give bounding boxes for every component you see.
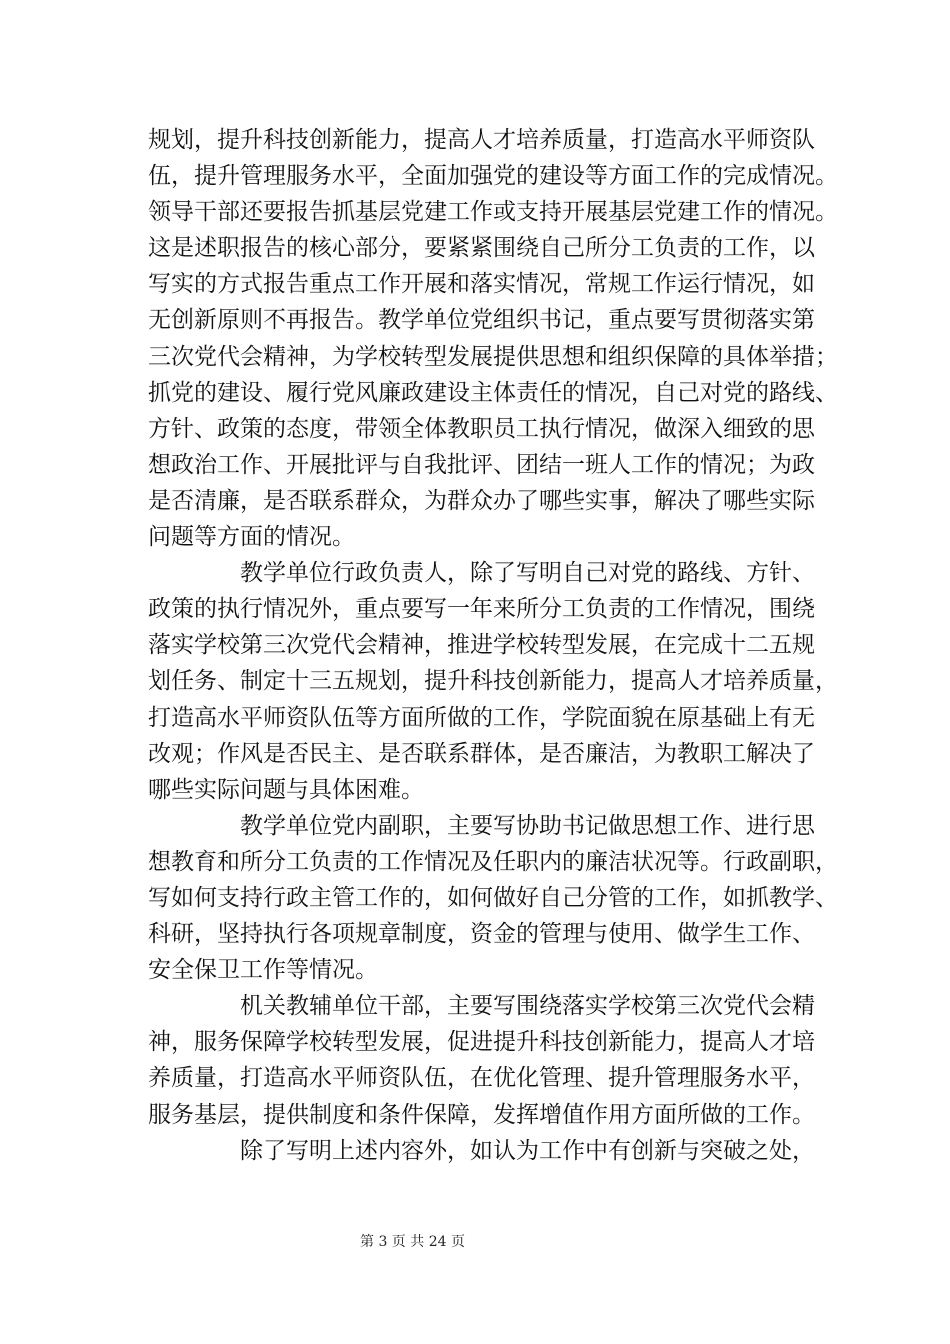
text-line: 伍，提升管理服务水平，全面加强党的建设等方面工作的完成情况。 <box>148 163 838 190</box>
text-line: 抓党的建设、履行党风廉政建设主体责任的情况，自己对党的路线、 <box>148 379 838 406</box>
text-line: 领导干部还要报告抓基层党建工作或支持开展基层党建工作的情况。 <box>148 199 838 226</box>
paragraph-start-line: 教学单位党内副职，主要写协助书记做思想工作、进行思 <box>240 812 815 839</box>
text-line: 规划，提升科技创新能力，提高人才培养质量，打造高水平师资队 <box>148 127 815 153</box>
text-line: 三次党代会精神，为学校转型发展提供思想和组织保障的具体举措； <box>148 343 838 370</box>
body-text <box>148 122 838 1169</box>
text-line: 哪些实际问题与具体困难。 <box>148 776 424 803</box>
text-line: 是否清廉，是否联系群众，为群众办了哪些实事，解决了哪些实际 <box>148 487 815 514</box>
text-line: 想政治工作、开展批评与自我批评、团结一班人工作的情况；为政 <box>148 451 815 478</box>
paragraph-start-line: 教学单位行政负责人，除了写明自己对党的路线、方针、 <box>240 560 815 587</box>
text-line: 写实的方式报告重点工作开展和落实情况，常规工作运行情况，如 <box>148 271 815 298</box>
text-line: 服务基层，提供制度和条件保障，发挥增值作用方面所做的工作。 <box>148 1101 815 1128</box>
text-line: 无创新原则不再报告。教学单位党组织书记，重点要写贯彻落实第 <box>148 307 815 334</box>
text-line: 安全保卫工作等情况。 <box>148 957 378 984</box>
paragraph-start-line: 机关教辅单位干部，主要写围绕落实学校第三次党代会精 <box>240 993 815 1020</box>
text-line: 政策的执行情况外，重点要写一年来所分工负责的工作情况，围绕 <box>148 596 815 623</box>
text-line: 神，服务保障学校转型发展，促进提升科技创新能力，提高人才培 <box>148 1029 815 1056</box>
text-line: 落实学校第三次党代会精神，推进学校转型发展，在完成十二五规 <box>148 632 815 659</box>
page-number-footer: 第 3 页 共 24 页 <box>360 1234 465 1250</box>
text-line: 打造高水平师资队伍等方面所做的工作，学院面貌在原基础上有无 <box>148 704 815 731</box>
text-line: 方针、政策的态度，带领全体教职员工执行情况，做深入细致的思 <box>148 415 815 442</box>
text-line: 问题等方面的情况。 <box>148 524 355 551</box>
text-line: 科研，坚持执行各项规章制度，资金的管理与使用、做学生工作、 <box>148 921 815 948</box>
text-line: 养质量，打造高水平师资队伍，在优化管理、提升管理服务水平， <box>148 1065 815 1092</box>
text-line: 这是述职报告的核心部分，要紧紧围绕自己所分工负责的工作，以 <box>148 235 815 262</box>
text-line: 改观；作风是否民主、是否联系群体，是否廉洁，为教职工解决了 <box>148 740 815 767</box>
text-line: 划任务、制定十三五规划，提升科技创新能力，提高人才培养质量， <box>148 668 838 695</box>
text-line: 写如何支持行政主管工作的，如何做好自己分管的工作，如抓教学、 <box>148 884 838 911</box>
text-line: 想教育和所分工负责的工作情况及任职内的廉洁状况等。行政副职， <box>148 848 838 875</box>
paragraph-start-line: 除了写明上述内容外，如认为工作中有创新与突破之处， <box>240 1137 815 1164</box>
